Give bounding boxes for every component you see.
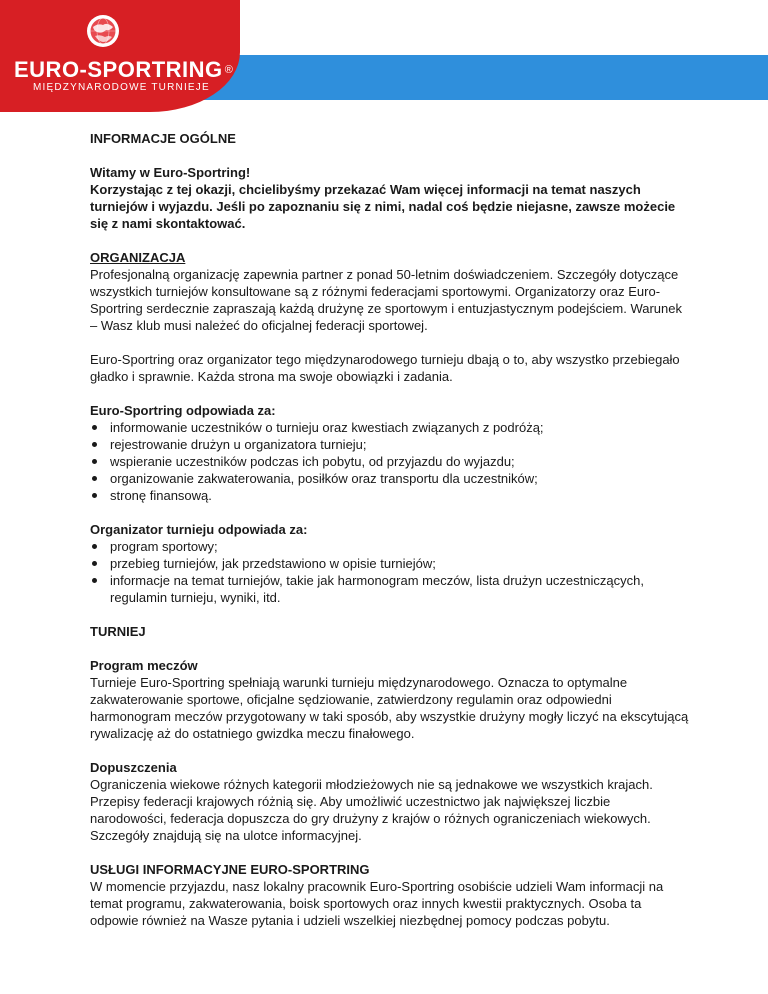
dopuszczenia-text: Ograniczenia wiekowe różnych kategorii młodzieżowych nie są jednakowe we wszystkich krajach. Przepisy federacji krajowych różnią się. Aby umożliwić uczestnictwo jak największej liczbie narodowości, federacja dopuszcza do gry drużyny z krajów o różnych ograniczeniach wiekowych. Szczegóły znajdują się na ulotce informacyjnej.: [90, 777, 653, 843]
uslugi-text: W momencie przyjazdu, nasz lokalny pracownik Euro-Sportring osobiście udzieli Wam informacji na temat programu, zakwaterowania, boisk sportowych oraz innych kwestii praktycznych. Osoba ta odpowie również na Wasze pytania i udzieli wszelkiej niezbędnej pomocy podczas pobytu.: [90, 879, 664, 928]
organizacja-text2: Euro-Sportring oraz organizator tego międzynarodowego turnieju dbają o to, aby wszystko przebiegało gładko i sprawnie. Każda strona ma swoje obowiązki i zadania.: [90, 352, 680, 384]
welcome-text: Witamy w Euro-Sportring!: [90, 165, 251, 180]
document-title: INFORMACJE OGÓLNE: [90, 131, 236, 146]
list-item: przebieg turniejów, jak przedstawiono w opisie turniejów;: [90, 555, 690, 572]
organizacja-section: [90, 249, 690, 334]
es-responsibilities-title: Euro-Sportring odpowiada za:: [90, 403, 276, 418]
header-logo-block: [0, 0, 240, 112]
list-item: organizowanie zakwaterowania, posiłków oraz transportu dla uczestników;: [90, 470, 690, 487]
list-item: rejestrowanie drużyn u organizatora turnieju;: [90, 436, 690, 453]
program-section: [90, 657, 690, 742]
organizacja-text: Profesjonalną organizację zapewnia partner z ponad 50-letnim doświadczeniem. Szczegóły dotyczące wszystkich turniejów konsultowane są z różnymi federacjami sportowymi. Organizatorzy oraz Euro-Sportring serdecznie zapraszają każdą drużynę ze sportowym i entuzjastycznym podejściem. Warunek – Wasz klub musi należeć do oficjalnej federacji sportowej.: [90, 267, 683, 333]
globe-icon: [86, 14, 120, 48]
list-item: wspieranie uczestników podczas ich pobytu, od przyjazdu do wyjazdu;: [90, 453, 690, 470]
brand-text: EURO-SPORTRING: [14, 57, 223, 82]
list-item: informacje na temat turniejów, takie jak harmonogram meczów, lista drużyn uczestniczących, regulamin turnieju, wyniki, itd.: [90, 572, 690, 606]
org-responsibilities-title: Organizator turnieju odpowiada za:: [90, 522, 308, 537]
dopuszczenia-section: [90, 759, 690, 844]
org-responsibilities-list: [90, 538, 690, 606]
list-item: program sportowy;: [90, 538, 690, 555]
brand-name: [14, 58, 233, 82]
uslugi-title: USŁUGI INFORMACYJNE EURO-SPORTRING: [90, 862, 370, 877]
document-body: [90, 130, 690, 946]
program-title: Program meczów: [90, 658, 198, 673]
program-text: Turnieje Euro-Sportring spełniają warunki turnieju międzynarodowego. Oznacza to optymalne zakwaterowanie sportowe, oficjalne sędziowanie, zatwierdzony regulamin oraz odpowiedni harmonogram meczów przygotowany w taki sposób, aby wszystkie drużyny mogły liczyć na ekscytującą rywalizację aż do ostatniego gwizdka meczu finałowego.: [90, 675, 689, 741]
turniej-title: TURNIEJ: [90, 624, 146, 639]
brand-subtitle: MIĘDZYNARODOWE TURNIEJE: [33, 82, 210, 93]
page-header: [0, 0, 768, 118]
es-responsibilities-list: [90, 419, 690, 504]
uslugi-section: [90, 861, 690, 929]
dopuszczenia-title: Dopuszczenia: [90, 760, 177, 775]
list-item: informowanie uczestników o turnieju oraz kwestiach związanych z podróżą;: [90, 419, 690, 436]
registered-mark: ®: [224, 64, 234, 76]
list-item: stronę finansową.: [90, 487, 690, 504]
organizacja-title: ORGANIZACJA: [90, 250, 186, 265]
intro-paragraph: [90, 164, 690, 232]
intro-text: Korzystając z tej okazji, chcielibyśmy przekazać Wam więcej informacji na temat naszych turniejów i wyjazdu. Jeśli po zapoznaniu się z nimi, nadal coś będzie niejasne, zawsze możecie się z nami skontaktować.: [90, 182, 676, 231]
